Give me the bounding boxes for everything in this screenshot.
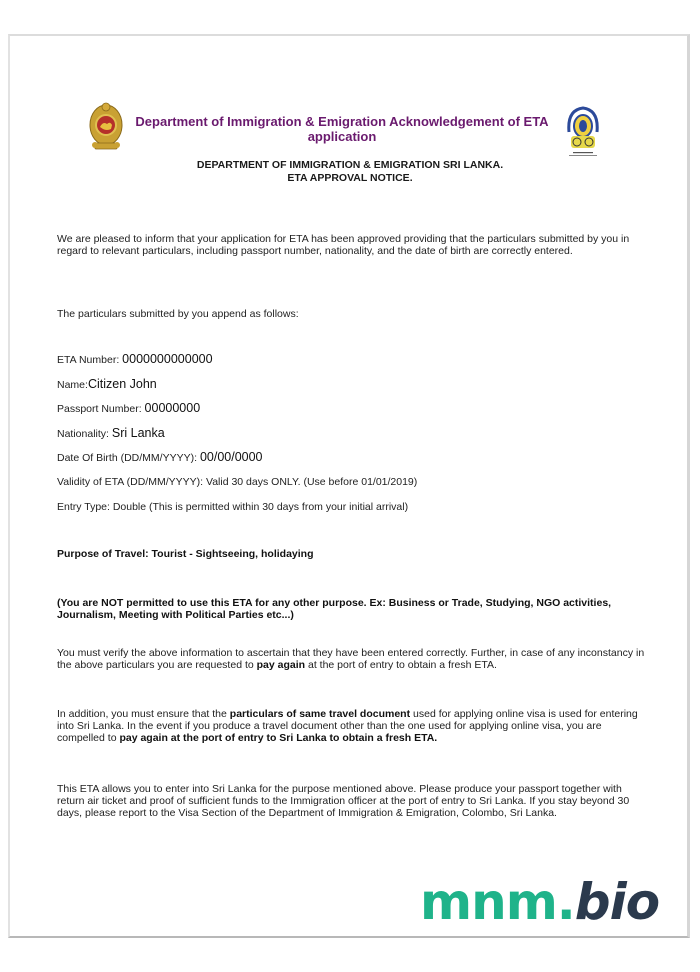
nationality-field — [57, 426, 165, 441]
name-value: Citizen John — [87, 377, 157, 391]
addition-bold-2: pay again at the port of entry to Sri Lanka to obtain a fresh ETA. — [119, 731, 438, 744]
notice-heading-line-2: ETA APPROVAL NOTICE. — [287, 172, 413, 184]
date-of-birth-value: 00/00/0000 — [199, 450, 263, 464]
eta-number-label: ETA Number: — [57, 354, 120, 366]
closing-paragraph: This ETA allows you to enter into Sri Lanka for the purpose mentioned above. Please produce your passport together with return air ticket and proof of sufficient funds to the Immigration officer at the port of entry to Sri Lanka. If you stay beyond 30 days, please report to the Visa Section of the Department of Immigration & Emigration, Colombo, Sri Lanka. — [57, 783, 630, 819]
watermark-part-2: bio — [574, 873, 660, 931]
verify-text-2: at the port of entry to obtain a fresh ETA. — [305, 658, 497, 671]
nationality-value: Sri Lanka — [111, 426, 165, 440]
sri-lanka-emblem-icon — [88, 101, 124, 153]
addition-paragraph — [57, 709, 647, 744]
addition-text-2: used for applying online visa is used for entering into Sri Lanka. In the event if you produce a travel document other than the one used for applying online visa, you are compelled to — [57, 708, 638, 744]
passport-number-label: Passport Number: — [57, 403, 142, 415]
date-of-birth-label: Date Of Birth (DD/MM/YYYY): — [57, 452, 198, 464]
eta-number-field — [57, 352, 213, 367]
particulars-intro: The particulars submitted by you append as follows: — [57, 308, 299, 320]
verify-text-1: You must verify the above information to ascertain that they have been entered correctly. Further, in case of any inconstancy in the above particulars you are requested to — [57, 647, 645, 671]
date-of-birth-field — [57, 450, 263, 465]
addition-text-1: In addition, you must ensure that the — [57, 708, 230, 720]
watermark-part-1: mnm. — [420, 873, 575, 931]
addition-bold-1: particulars of same travel document — [229, 708, 411, 720]
nationality-label: Nationality: — [57, 428, 109, 440]
verify-paragraph — [57, 648, 647, 672]
restriction-notice: (You are NOT permitted to use this ETA for any other purpose. Ex: Business or Trade, Studying, NGO activities, Journalism, Meeting with Political Parties etc...) — [57, 597, 612, 621]
passport-number-field — [57, 401, 200, 416]
immigration-department-emblem-icon — [563, 104, 603, 160]
name-label: Name: — [57, 379, 88, 391]
intro-paragraph: We are pleased to inform that your application for ETA has been approved providing that the particulars submitted by you in regard to relevant particulars, including passport number, nationality, and the date of birth are correctly entered. — [57, 233, 630, 257]
verify-bold: pay again — [256, 658, 306, 671]
notice-heading — [120, 159, 580, 185]
purpose-of-travel: Purpose of Travel: Tourist - Sightseeing, holidaying — [57, 548, 314, 560]
passport-number-value: 00000000 — [144, 401, 201, 415]
notice-heading-line-1: DEPARTMENT OF IMMIGRATION & EMIGRATION SRI LANKA. — [196, 159, 504, 171]
validity-field: Validity of ETA (DD/MM/YYYY): Valid 30 days ONLY. (Use before 01/01/2019) — [57, 476, 418, 488]
header-title: Department of Immigration & Emigration Acknowledgement of ETA application — [135, 114, 549, 144]
eta-number-value: 0000000000000 — [122, 352, 213, 366]
entry-type-field: Entry Type: Double (This is permitted within 30 days from your initial arrival) — [57, 501, 409, 513]
name-field — [57, 377, 157, 392]
watermark-logo — [420, 872, 659, 932]
